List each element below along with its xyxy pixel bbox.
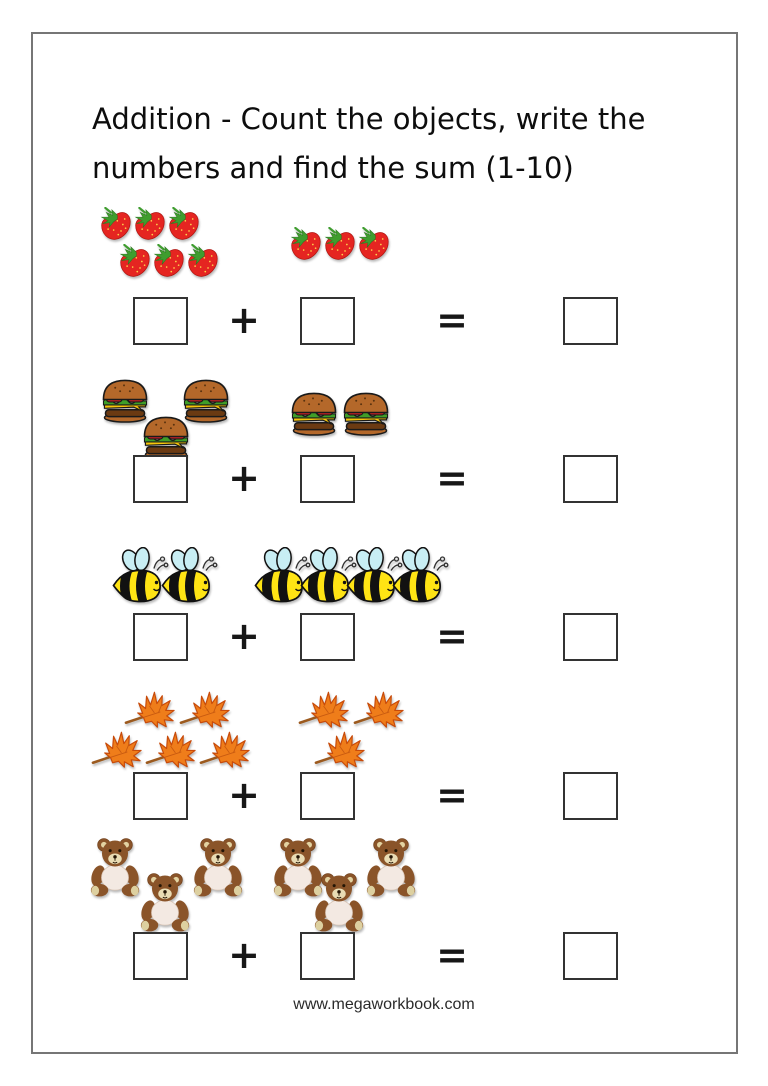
- leaf-icon: [312, 726, 369, 770]
- addend1-box[interactable]: [133, 772, 188, 820]
- strawberry-icon: [150, 244, 187, 279]
- equals-sign: =: [436, 614, 468, 658]
- footer-url: www.megaworkbook.com: [293, 996, 475, 1013]
- addend1-box[interactable]: [133, 455, 188, 503]
- hamburger-icon: [340, 391, 392, 436]
- addend1-box[interactable]: [133, 297, 188, 345]
- plus-sign: +: [228, 933, 260, 977]
- leaf-icon: [89, 726, 146, 770]
- page-title: [92, 95, 692, 193]
- hamburger-icon: [140, 415, 192, 460]
- addend2-box[interactable]: [300, 772, 355, 820]
- strawberry-icon: [287, 227, 324, 262]
- bee-icon: [159, 547, 219, 604]
- title-line-1: Addition - Count the objects, write the: [92, 102, 646, 136]
- teddy-bear-icon: [312, 871, 366, 933]
- teddy-bear-icon: [138, 871, 192, 933]
- teddy-bear-icon: [88, 836, 142, 898]
- sum-box[interactable]: [563, 932, 618, 980]
- leaf-icon: [296, 686, 353, 730]
- plus-sign: +: [228, 298, 260, 342]
- title-line-2: numbers and find the sum (1-10): [92, 151, 574, 185]
- addend1-box[interactable]: [133, 613, 188, 661]
- strawberry-icon: [355, 227, 392, 262]
- leaf-icon: [143, 726, 200, 770]
- plus-sign: +: [228, 614, 260, 658]
- plus-sign: +: [228, 773, 260, 817]
- addend2-box[interactable]: [300, 932, 355, 980]
- plus-sign: +: [228, 456, 260, 500]
- bee-icon: [390, 547, 450, 604]
- strawberry-icon: [321, 227, 358, 262]
- leaf-icon: [122, 686, 179, 730]
- teddy-bear-icon: [191, 836, 245, 898]
- equals-sign: =: [436, 773, 468, 817]
- addend1-box[interactable]: [133, 932, 188, 980]
- hamburger-icon: [288, 391, 340, 436]
- sum-box[interactable]: [563, 772, 618, 820]
- leaf-icon: [197, 726, 254, 770]
- addend2-box[interactable]: [300, 455, 355, 503]
- equals-sign: =: [436, 456, 468, 500]
- addend2-box[interactable]: [300, 297, 355, 345]
- leaf-icon: [351, 686, 408, 730]
- strawberry-icon: [97, 207, 134, 242]
- strawberry-icon: [165, 207, 202, 242]
- sum-box[interactable]: [563, 297, 618, 345]
- strawberry-icon: [116, 244, 153, 279]
- strawberry-icon: [131, 207, 168, 242]
- leaf-icon: [177, 686, 234, 730]
- addend2-box[interactable]: [300, 613, 355, 661]
- equals-sign: =: [436, 298, 468, 342]
- sum-box[interactable]: [563, 455, 618, 503]
- teddy-bear-icon: [364, 836, 418, 898]
- strawberry-icon: [184, 244, 221, 279]
- sum-box[interactable]: [563, 613, 618, 661]
- equals-sign: =: [436, 933, 468, 977]
